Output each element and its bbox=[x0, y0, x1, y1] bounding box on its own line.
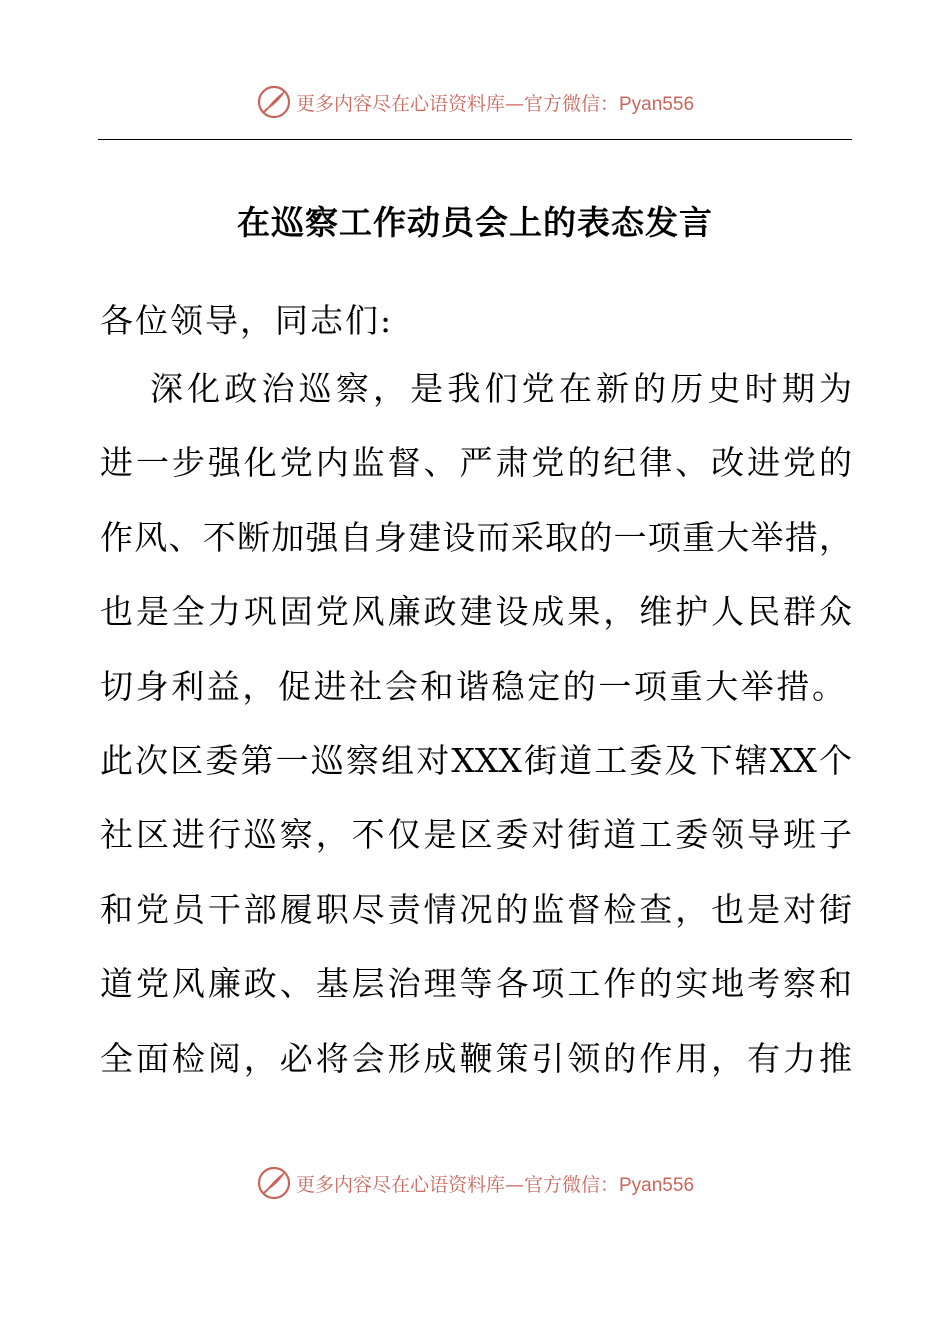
quill-pen-logo-icon bbox=[256, 1165, 292, 1201]
header-banner-text bbox=[296, 89, 694, 116]
body-line: 切身利益，促进社会和谐稳定的一项重大举措。 bbox=[100, 666, 848, 706]
document-title: 在巡察工作动员会上的表态发言 bbox=[237, 203, 713, 242]
header-banner-label: 更多内容尽在心语资料库—官方微信： bbox=[295, 92, 619, 115]
body-line: 也是全力巩固党风廉政建设成果，维护人民群众 bbox=[100, 592, 852, 632]
body-line: 深化政治巡察，是我们党在新的历史时期为 bbox=[150, 369, 852, 408]
body-paragraph bbox=[100, 364, 852, 1108]
body-line: 进一步强化党内监督、严肃党的纪律、改进党的 bbox=[100, 443, 852, 483]
footer-banner-label: 更多内容尽在心语资料库—官方微信： bbox=[295, 1173, 619, 1196]
body-line: 社区进行巡察，不仅是区委对街道工委领导班子 bbox=[100, 815, 852, 855]
body-line: 作风、不断加强自身建设而采取的一项重大举措， bbox=[100, 517, 852, 557]
footer-banner-wechat-id: Pyan556 bbox=[619, 1174, 695, 1196]
header-divider bbox=[98, 139, 852, 140]
body-line: 道党风廉政、基层治理等各项工作的实地考察和 bbox=[100, 964, 852, 1004]
footer-banner-text bbox=[296, 1170, 694, 1197]
salutation: 各位领导，同志们: bbox=[100, 301, 394, 340]
quill-pen-logo-icon bbox=[256, 84, 292, 120]
footer-banner bbox=[0, 1163, 950, 1203]
body-line: 全面检阅，必将会形成鞭策引领的作用，有力推 bbox=[100, 1038, 852, 1078]
header-banner bbox=[0, 82, 950, 122]
body-line: 和党员干部履职尽责情况的监督检查，也是对街 bbox=[100, 889, 852, 929]
header-banner-wechat-id: Pyan556 bbox=[619, 93, 695, 115]
body-line: 此次区委第一巡察组对XXX街道工委及下辖XX个 bbox=[100, 740, 852, 780]
